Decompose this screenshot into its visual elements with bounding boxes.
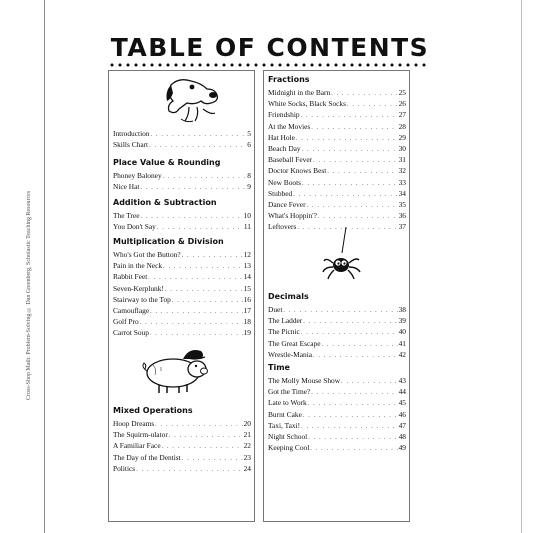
toc-entry[interactable] (113, 418, 251, 429)
toc-entry[interactable] (268, 143, 406, 154)
toc-entry[interactable] (113, 210, 251, 221)
toc-entry[interactable] (268, 165, 406, 176)
entry-page: 14 (243, 272, 251, 282)
entry-title: Rabbit Feet (113, 272, 148, 282)
toc-entry[interactable] (268, 121, 406, 132)
entry-title: The Squirm-ulator (113, 430, 168, 440)
dog-illustration (161, 75, 223, 127)
entry-title: Seven-Kerplunk! (113, 283, 164, 293)
toc-entry[interactable] (113, 271, 251, 282)
toc-entry[interactable] (268, 409, 406, 420)
entry-page: 40 (398, 327, 406, 337)
entry-title: Stubbed (268, 188, 293, 198)
entry-page: 39 (398, 316, 406, 326)
side-credit: Cross-Shop Math: Problem-Solving © Dan Greenberg, Scholastic Teaching Resources (26, 190, 32, 400)
entry-page: 28 (398, 121, 406, 131)
entry-title: Carrot Soup (113, 328, 149, 338)
entry-title: Keeping Cool (268, 443, 310, 453)
entry-page: 33 (398, 177, 406, 187)
entry-title: The Molly Mouse Show (268, 376, 341, 385)
section-heading: Multiplication & Division (113, 237, 224, 246)
toc-entry[interactable] (268, 188, 406, 199)
toc-entry[interactable] (113, 283, 251, 294)
toc-section (113, 236, 251, 339)
toc-entry[interactable] (113, 327, 251, 338)
entry-page: 46 (398, 409, 406, 419)
section-heading: Decimals (268, 292, 309, 301)
entry-title: Wrestle-Mania (268, 349, 313, 359)
entry-page: 35 (398, 199, 406, 209)
toc-entry[interactable] (268, 132, 406, 143)
entry-page: 23 (243, 452, 251, 462)
entry-page: 30 (398, 143, 406, 153)
section-heading: Mixed Operations (113, 406, 193, 415)
toc-entry[interactable] (268, 154, 406, 165)
entry-page: 8 (247, 171, 251, 180)
entry-title: Taxi, Taxi! (268, 420, 301, 430)
toc-entry[interactable] (113, 452, 251, 463)
entry-page: 15 (243, 283, 251, 293)
toc-entry[interactable] (268, 98, 406, 109)
entry-title: Hat Hole (268, 132, 295, 142)
entry-page: 37 (398, 222, 406, 232)
section-heading: Time (268, 363, 290, 372)
toc-section (113, 128, 251, 150)
entry-page: 31 (398, 155, 406, 165)
toc-left-column (108, 70, 255, 522)
entry-page: 16 (243, 294, 251, 304)
toc-entry[interactable] (113, 429, 251, 440)
entry-title: Baseball Fever (268, 155, 313, 165)
entry-title: Got the Time? (268, 387, 311, 397)
toc-entry[interactable] (268, 442, 406, 453)
entry-page: 42 (398, 349, 406, 359)
entry-title: Burnt Cake (268, 409, 302, 419)
toc-entry[interactable] (113, 139, 251, 150)
toc-entry[interactable] (113, 260, 251, 271)
entry-page: 20 (243, 419, 251, 428)
toc-entry[interactable] (268, 375, 406, 386)
toc-entry[interactable] (268, 109, 406, 120)
entry-title: Nice Hat (113, 182, 140, 192)
toc-entry[interactable] (113, 440, 251, 451)
toc-entry[interactable] (113, 170, 251, 181)
entry-page: 12 (243, 250, 251, 259)
toc-section (268, 291, 406, 360)
entry-page: 18 (243, 317, 251, 327)
entry-page: 43 (398, 376, 406, 385)
entry-title: Duet (268, 305, 283, 314)
toc-entry[interactable] (113, 305, 251, 316)
entry-title: White Socks, Black Socks (268, 99, 347, 109)
toc-entry[interactable] (113, 249, 251, 260)
entry-title: What's Hoppin'? (268, 211, 317, 221)
entry-title: Who's Got the Button? (113, 250, 181, 259)
toc-entry[interactable] (268, 420, 406, 431)
entry-page: 41 (398, 338, 406, 348)
entry-title: Friendship (268, 110, 300, 120)
spider-illustration (320, 227, 364, 283)
toc-right-column (263, 70, 410, 522)
entry-title: Golf Pro (113, 317, 139, 327)
toc-entry[interactable] (113, 463, 251, 474)
entry-title: Stairway to the Top (113, 294, 171, 304)
entry-title: Dance Fever (268, 199, 306, 209)
entry-title: New Boots (268, 177, 302, 187)
entry-page: 25 (398, 88, 406, 97)
entry-title: Hoop Dreams (113, 419, 155, 428)
toc-entry[interactable] (268, 349, 406, 360)
entry-page: 45 (398, 398, 406, 408)
toc-entry[interactable] (268, 177, 406, 188)
entry-page: 17 (243, 305, 251, 315)
entry-page: 10 (243, 211, 251, 220)
entry-page: 21 (243, 430, 251, 440)
toc-section (113, 197, 251, 232)
entry-page: 11 (243, 222, 251, 232)
entry-title: Midnight in the Barn (268, 88, 331, 97)
section-heading: Addition & Subtraction (113, 198, 217, 207)
toc-entry[interactable] (268, 431, 406, 442)
entry-title: Pain in the Neck (113, 261, 163, 271)
toc-entry[interactable] (268, 315, 406, 326)
entry-page: 19 (243, 328, 251, 338)
toc-entry[interactable] (113, 294, 251, 305)
entry-page: 48 (398, 431, 406, 441)
entry-title: The Great Escape (268, 338, 321, 348)
entry-page: 38 (398, 305, 406, 314)
toc-entry[interactable] (268, 199, 406, 210)
toc-section (113, 157, 251, 192)
entry-page: 13 (243, 261, 251, 271)
toc-entry[interactable] (268, 338, 406, 349)
toc-section (268, 74, 406, 232)
entry-title: The Ladder (268, 316, 303, 326)
toc-entry[interactable] (113, 181, 251, 192)
entry-title: Doctor Knows Best (268, 166, 327, 176)
entry-page: 47 (398, 420, 406, 430)
entry-title: You Don't Say (113, 222, 156, 232)
entry-page: 27 (398, 110, 406, 120)
entry-page: 24 (243, 463, 251, 473)
toc-entry[interactable] (268, 304, 406, 315)
entry-title: Phoney Baloney (113, 171, 162, 180)
entry-page: 32 (398, 166, 406, 176)
entry-page: 22 (243, 441, 251, 451)
entry-title: Late to Work (268, 398, 307, 408)
entry-title: Camouflage (113, 305, 150, 315)
entry-page: 5 (247, 129, 251, 138)
toc-entry[interactable] (268, 87, 406, 98)
entry-page: 6 (247, 140, 251, 150)
toc-section (113, 405, 251, 474)
toc-section (268, 362, 406, 453)
entry-page: 36 (398, 211, 406, 221)
toc-entry[interactable] (113, 128, 251, 139)
entry-title: The Day of the Dentist (113, 452, 181, 462)
entry-title: The Tree (113, 211, 140, 220)
toc-entry[interactable] (113, 316, 251, 327)
entry-page: 44 (398, 387, 406, 397)
section-heading: Fractions (268, 75, 310, 84)
toc-entry[interactable] (268, 386, 406, 397)
toc-entry[interactable] (268, 326, 406, 337)
entry-title: Leftovers (268, 222, 297, 232)
entry-page: 49 (398, 443, 406, 453)
toc-entry[interactable] (268, 210, 406, 221)
entry-title: A Familiar Face (113, 441, 161, 451)
entry-title: Politics (113, 463, 136, 473)
page-title: TABLE OF CONTENTS (110, 33, 430, 62)
pig-illustration (139, 339, 213, 395)
entry-title: At the Movies (268, 121, 311, 131)
toc-entry[interactable] (113, 221, 251, 232)
entry-title: Beach Day (268, 143, 301, 153)
entry-title: The Picnic (268, 327, 300, 337)
title-dash-divider (108, 63, 430, 67)
section-heading: Place Value & Rounding (113, 158, 221, 167)
entry-page: 26 (398, 99, 406, 109)
entry-title: Skills Chart (113, 140, 149, 150)
entry-page: 34 (398, 188, 406, 198)
entry-page: 29 (398, 132, 406, 142)
entry-page: 9 (247, 182, 251, 192)
entry-title: Introduction (113, 129, 150, 138)
toc-entry[interactable] (268, 397, 406, 408)
entry-title: Night School (268, 431, 308, 441)
